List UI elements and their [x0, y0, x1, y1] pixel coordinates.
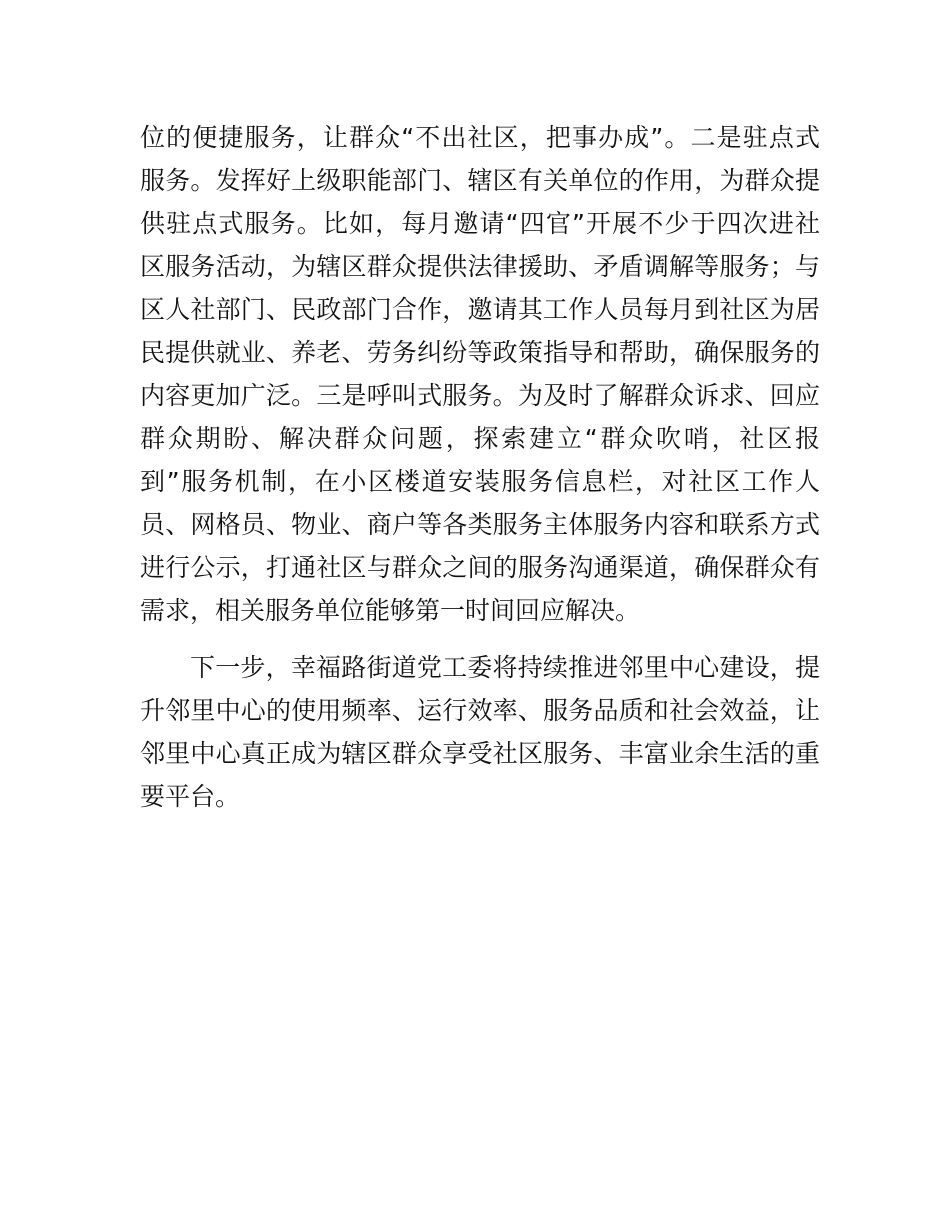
paragraph-line: 需求，相关服务单位能够第一时间回应解决。	[140, 596, 641, 625]
paragraph-line: 内容更加广泛。三是呼叫式服务。为及时了解群众诉求、回应	[140, 381, 820, 410]
paragraph-line: 员、网格员、物业、商户等各类服务主体服务内容和联系方式	[140, 510, 820, 539]
paragraph-line: 区服务活动，为辖区群众提供法律援助、矛盾调解等服务；与	[140, 252, 820, 281]
paragraph-1	[140, 116, 820, 632]
paragraph-line: 要平台。	[140, 782, 241, 811]
paragraph-line: 服务。发挥好上级职能部门、辖区有关单位的作用，为群众提	[140, 166, 820, 195]
paragraph-2	[140, 646, 820, 818]
paragraph-line: 群众期盼、解决群众问题，探索建立“群众吹哨，社区报	[140, 424, 820, 453]
paragraph-line: 到”服务机制，在小区楼道安装服务信息栏，对社区工作人	[140, 467, 820, 496]
paragraph-line: 进行公示，打通社区与群众之间的服务沟通渠道，确保群众有	[140, 553, 820, 582]
paragraph-line: 邻里中心真正成为辖区群众享受社区服务、丰富业余生活的重	[140, 739, 820, 768]
paragraph-line: 升邻里中心的使用频率、运行效率、服务品质和社会效益，让	[140, 696, 820, 725]
paragraph-line: 区人社部门、民政部门合作，邀请其工作人员每月到社区为居	[140, 295, 820, 324]
paragraph-line: 供驻点式服务。比如，每月邀请“四官”开展不少于四次进社	[140, 209, 820, 238]
paragraph-line: 民提供就业、养老、劳务纠纷等政策指导和帮助，确保服务的	[140, 338, 820, 367]
paragraph-line: 下一步，幸福路街道党工委将持续推进邻里中心建设，提	[190, 653, 820, 682]
paragraph-line: 位的便捷服务，让群众“不出社区，把事办成”。二是驻点式	[140, 123, 820, 152]
